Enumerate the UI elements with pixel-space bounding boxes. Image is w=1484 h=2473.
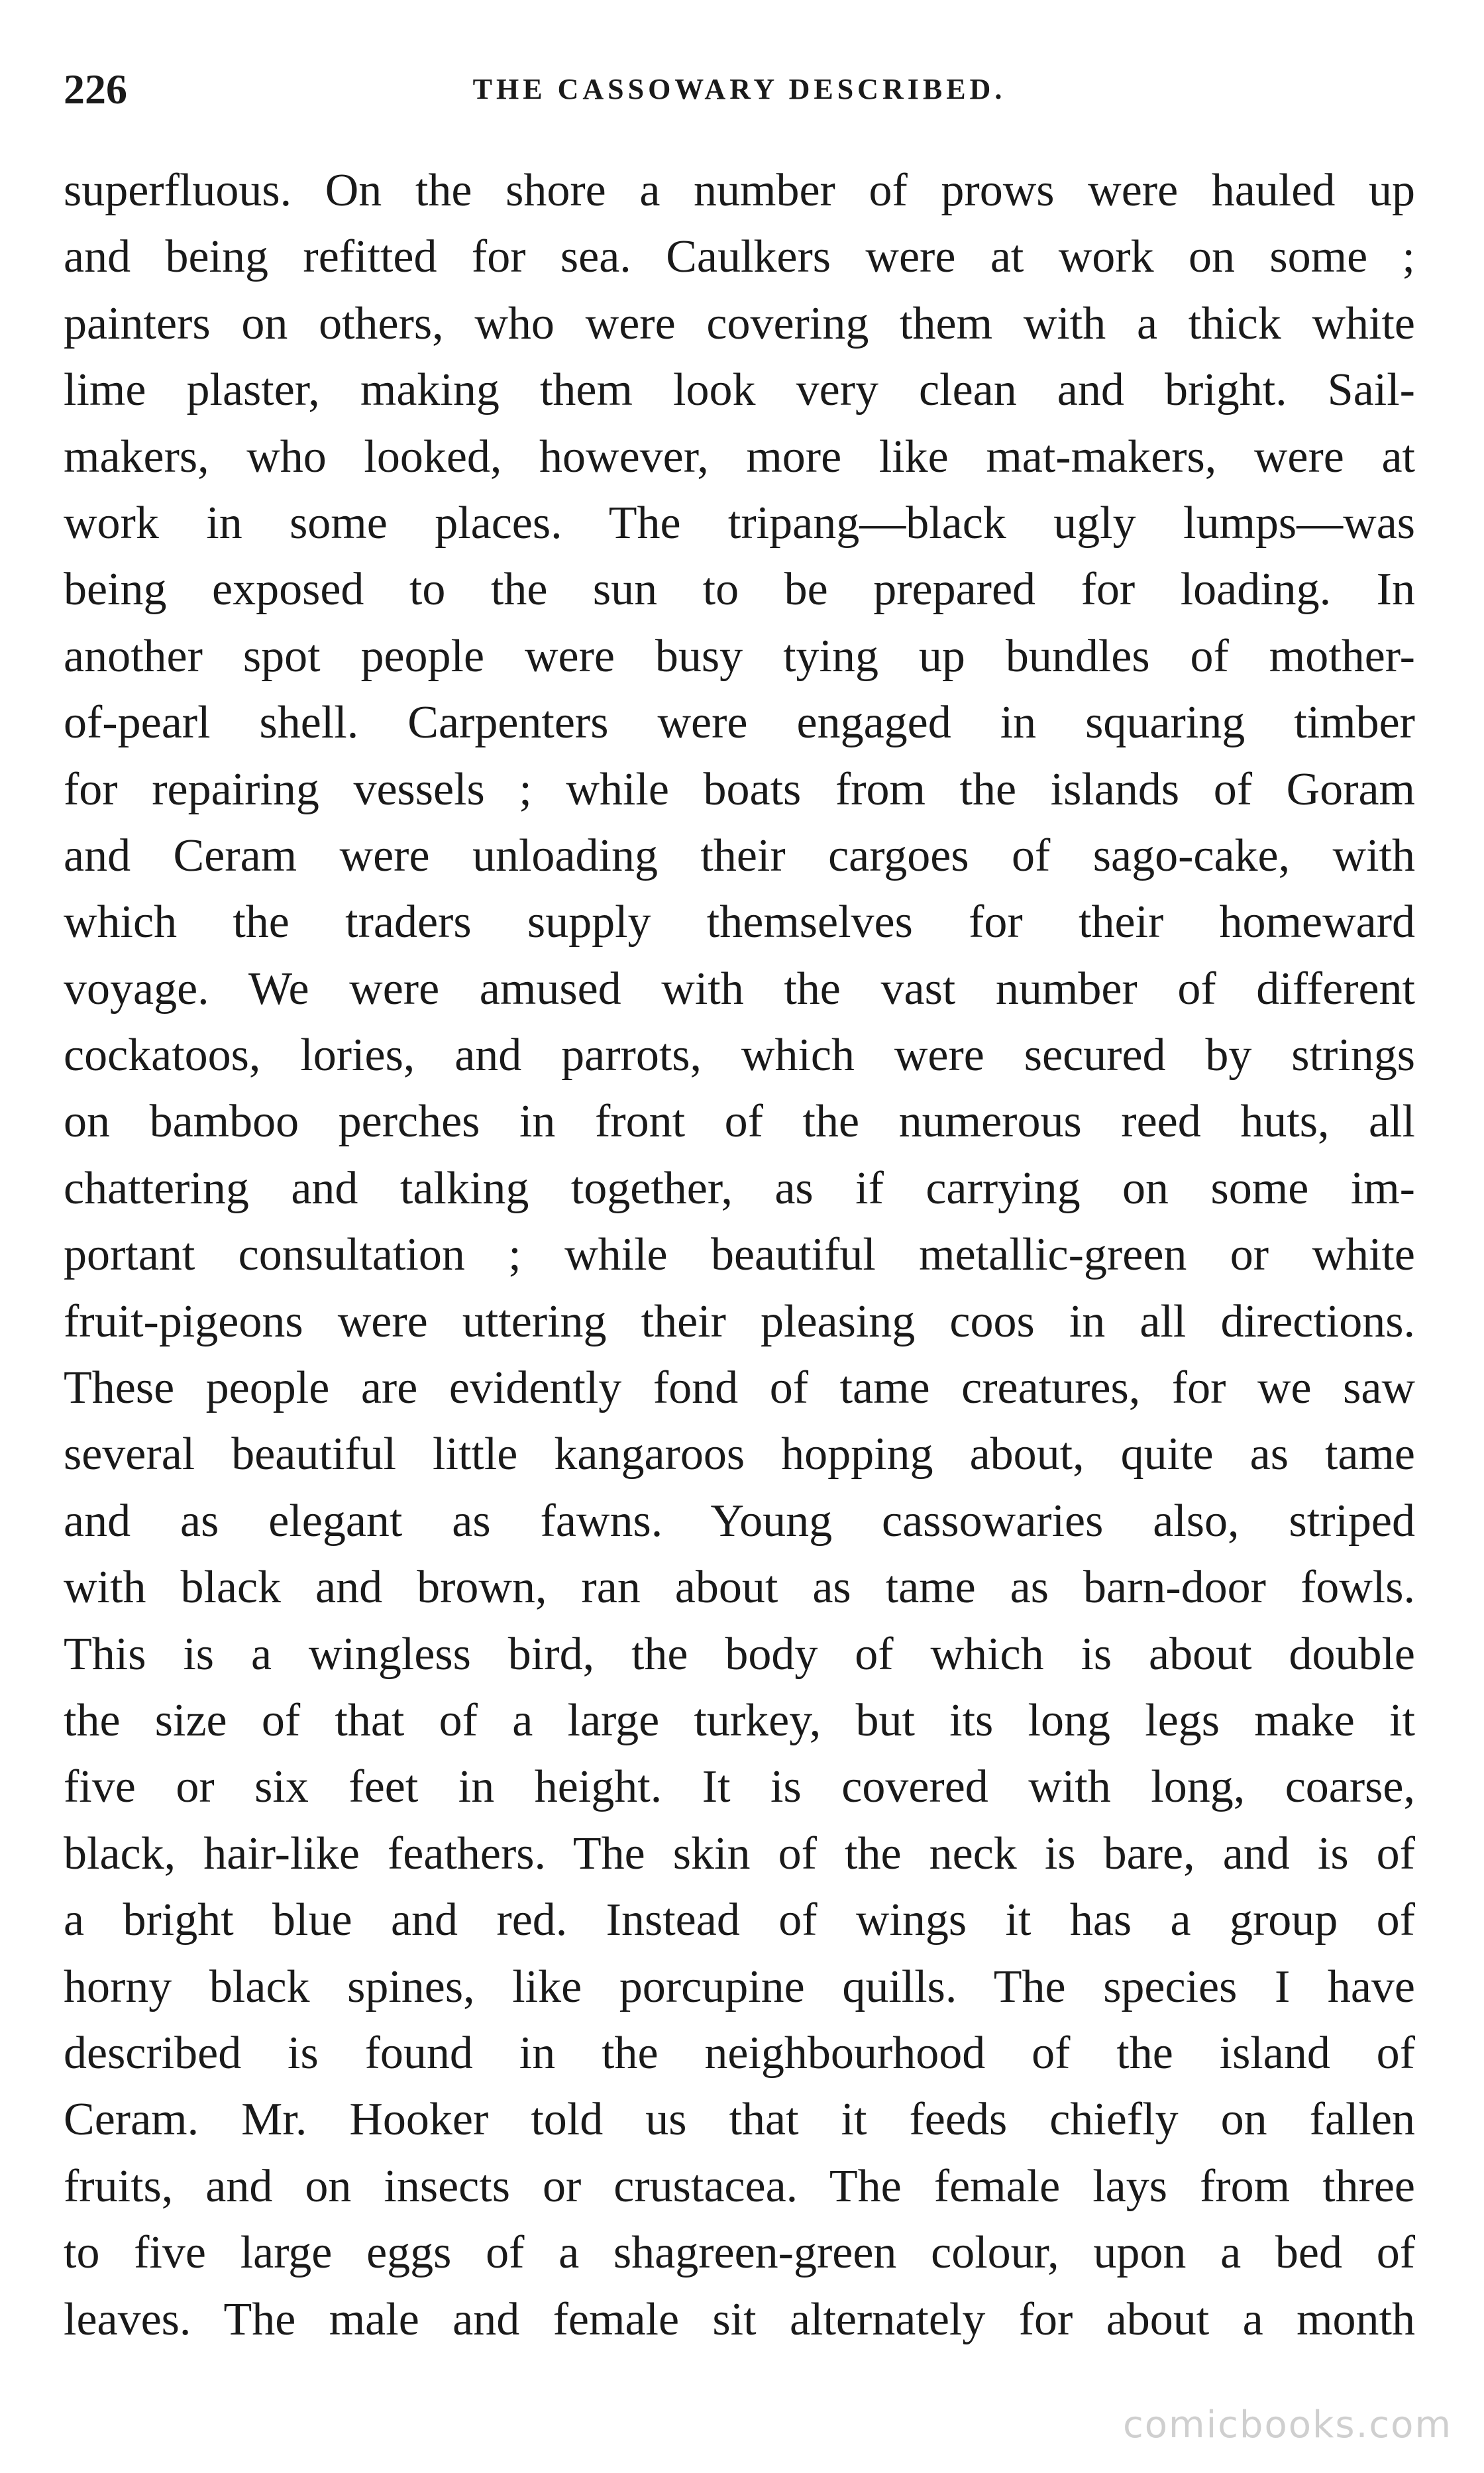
text-line: black, hair-like feathers. The skin of the neck is bare, and is of xyxy=(64,1828,1415,1879)
page-number: 226 xyxy=(64,66,127,113)
text-line: work in some places. The tripang—black ugly lumps—was xyxy=(64,497,1415,549)
text-line: fruit-pigeons were uttering their pleasing coos in all directions. xyxy=(64,1295,1415,1347)
text-line: and as elegant as fawns. Young cassowaries also, striped xyxy=(64,1495,1415,1547)
text-line: for repairing vessels ; while boats from the islands of Goram xyxy=(64,763,1415,815)
text-line: which the traders supply themselves for their homeward xyxy=(64,897,1415,948)
text-line: of-pearl shell. Carpenters were engaged in squaring timber xyxy=(64,697,1415,749)
running-title: THE CASSOWARY DESCRIBED. xyxy=(472,73,1006,105)
text-line: another spot people were busy tying up bundles of mother- xyxy=(64,630,1415,682)
text-line: cockatoos, lories, and parrots, which were secured by strings xyxy=(64,1030,1415,1081)
text-line: leaves. The male and female sit alternately for about a month xyxy=(64,2293,1415,2345)
text-line: a bright blue and red. Instead of wings it has a group of xyxy=(64,1895,1415,1946)
text-line: being exposed to the sun to be prepared for loading. In xyxy=(64,564,1415,616)
text-line: makers, who looked, however, more like mat-makers, were at xyxy=(64,431,1415,482)
text-line: horny black spines, like porcupine quills. The species I have xyxy=(64,1961,1415,2012)
running-head xyxy=(64,60,1415,119)
text-line: This is a wingless bird, the body of which is about double xyxy=(64,1628,1415,1680)
text-line: chattering and talking together, as if carrying on some im- xyxy=(64,1162,1415,1214)
text-line: with black and brown, ran about as tame as barn-door fowls. xyxy=(64,1562,1415,1614)
text-line: fruits, and on insects or crustacea. The female lays from three xyxy=(64,2160,1415,2212)
text-line: on bamboo perches in front of the numerous reed huts, all xyxy=(64,1096,1415,1148)
text-line: painters on others, who were covering them with a thick white xyxy=(64,298,1415,349)
text-line: superfluous. On the shore a number of prows were hauled up xyxy=(64,165,1415,216)
text-line: to five large eggs of a shagreen-green colour, upon a bed of xyxy=(64,2227,1415,2279)
text-line: and Ceram were unloading their cargoes of sago-cake, with xyxy=(64,830,1415,881)
text-line: voyage. We were amused with the vast number of different xyxy=(64,963,1415,1015)
text-line: Ceram. Mr. Hooker told us that it feeds chiefly on fallen xyxy=(64,2094,1415,2146)
text-line: five or six feet in height. It is covered with long, coarse, xyxy=(64,1761,1415,1813)
body-text xyxy=(64,158,1415,2353)
text-line: several beautiful little kangaroos hopping about, quite as tame xyxy=(64,1429,1415,1480)
text-line: lime plaster, making them look very clean and bright. Sail- xyxy=(64,364,1415,416)
text-line: and being refitted for sea. Caulkers were at work on some ; xyxy=(64,231,1415,283)
text-line: the size of that of a large turkey, but its long legs make it xyxy=(64,1694,1415,1746)
watermark: comicbooks.com xyxy=(1122,2403,1452,2446)
text-line: These people are evidently fond of tame creatures, for we saw xyxy=(64,1362,1415,1414)
text-line: portant consultation ; while beautiful metallic-green or white xyxy=(64,1229,1415,1281)
text-line: described is found in the neighbourhood of the island of xyxy=(64,2027,1415,2079)
